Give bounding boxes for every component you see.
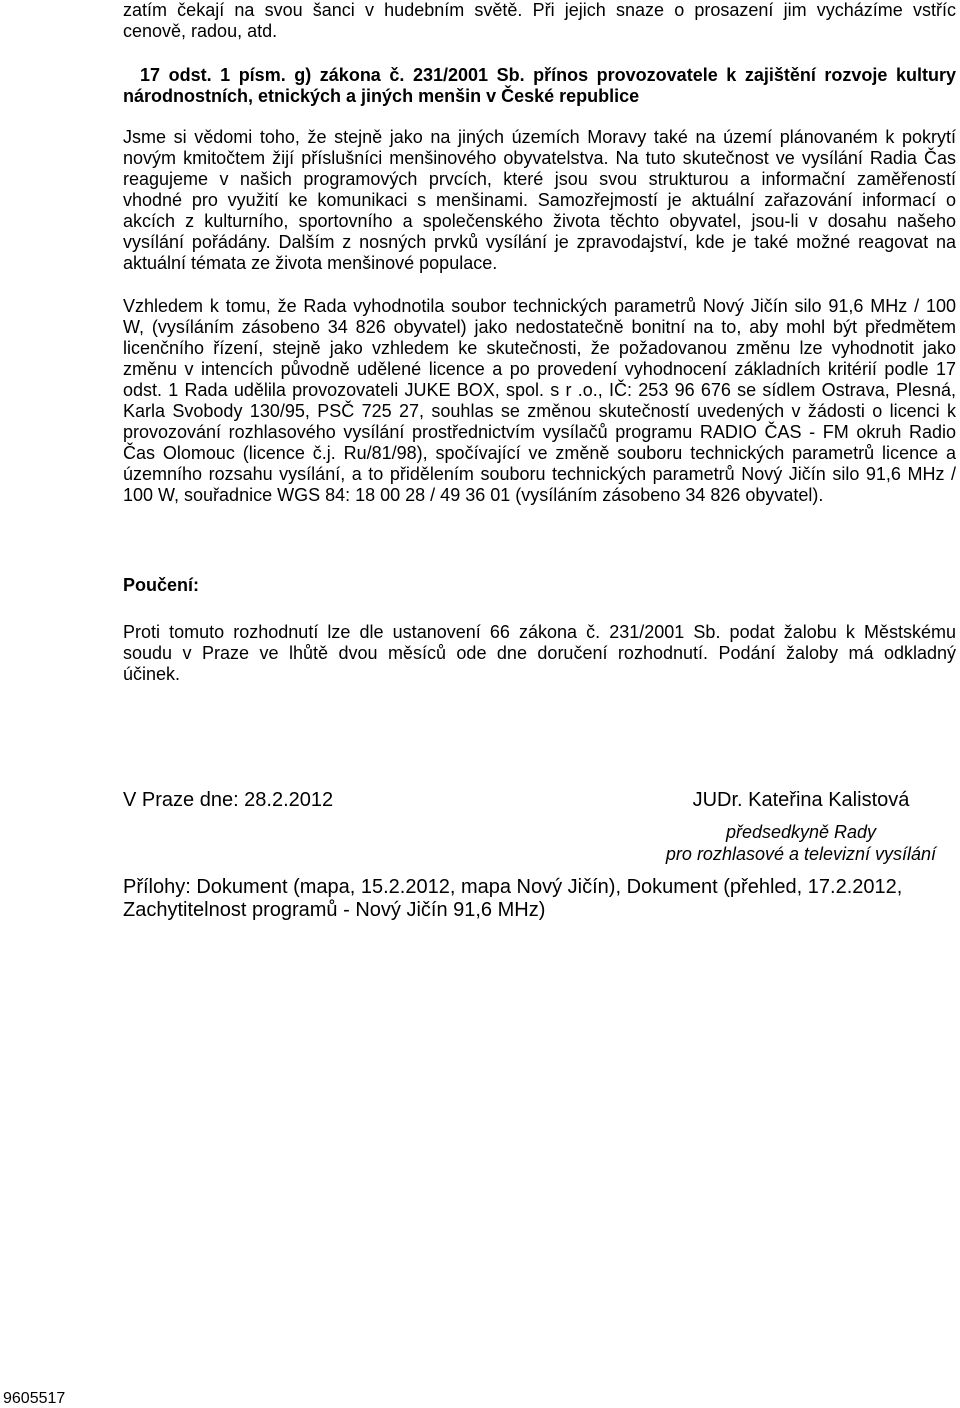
place-date: V Praze dne: 28.2.2012 <box>123 789 334 811</box>
attachments <box>123 876 956 922</box>
text-line: územního rozsahu vysílání, a to přidělením souboru technických parametrů Nový Jičín silo 91,6 MHz / <box>123 464 956 484</box>
text-line: Karla Svobody 130/95, PSČ 725 27, souhlas se změnou skutečností uvedených v žádosti o licenci k <box>123 401 956 421</box>
text-line: 100 W, souřadnice WGS 84: 18 00 28 / 49 36 01 (vysíláním zásobeno 34 826 obyvatel). <box>123 485 824 505</box>
text-line: vhodné pro využití ke komunikaci s menšinami. Samozřejmostí je aktuální zařazování informací o <box>123 190 956 210</box>
text-line: cenově, radou, atd. <box>123 21 278 41</box>
text-line: provozování rozhlasového vysílání prostřednictvím vysílačů programu RADIO ČAS - FM okruh Radio <box>123 422 956 442</box>
text-line: W, (vysíláním zásobeno 34 826 obyvatel) jako nedostatečně bonitní na to, aby mohl být předmětem <box>123 317 956 337</box>
text-line: reagujeme v našich programových prvcích, které jsou svou strukturou a informační zaměřeností <box>123 169 956 189</box>
text-line: zatím čekají na svou šanci v hudebním světě. Při jejich snaze o prosazení jim vycházíme vstříc <box>123 0 956 20</box>
text-line: Zachytitelnost programů - Nový Jičín 91,6 MHz) <box>123 899 546 921</box>
text-line: účinek. <box>123 664 181 684</box>
text-line: 17 odst. 1 písm. g) zákona č. 231/2001 Sb. přínos provozovatele k zajištění rozvoje kultury <box>140 65 956 85</box>
text-line: národnostních, etnických a jiných menšin v České republice <box>123 86 640 106</box>
instruction-paragraph <box>123 622 956 685</box>
signatory-role: předsedkyně Rady <box>725 822 877 842</box>
criterion-heading <box>123 65 956 107</box>
footer-code: 9605517 <box>3 1390 66 1407</box>
text-line: Přílohy: Dokument (mapa, 15.2.2012, mapa Nový Jičín), Dokument (přehled, 17.2.2012, <box>123 876 903 898</box>
text-line: novým kmitočtem žijí příslušníci menšinového obyvatelstva. Na tuto skutečnost ve vysílání Radia Čas <box>123 148 956 168</box>
signatory-body: pro rozhlasové a televizní vysílání <box>665 844 937 864</box>
text-line: soudu v Praze ve lhůtě dvou měsíců ode dne doručení rozhodnutí. Podání žaloby má odkladný <box>123 643 956 663</box>
text-line: aktuální témata ze života menšinové populace. <box>123 253 498 273</box>
text-line: akcích z kulturního, sportovního a společenského života těchto obyvatel, jsou-li v dosahu našeho <box>123 211 956 231</box>
paragraph-continuation <box>123 0 956 42</box>
text-line: Proti tomuto rozhodnutí lze dle ustanovení 66 zákona č. 231/2001 Sb. podat žalobu k Městskému <box>123 622 956 642</box>
text-line: Čas Olomouc (licence č.j. Ru/81/98), spočívající ve změně souboru technických parametrů licence a <box>123 443 956 463</box>
text-line: Poučení: <box>123 575 200 595</box>
signatory-name: JUDr. Kateřina Kalistová <box>692 789 910 811</box>
text-line: Vzhledem k tomu, že Rada vyhodnotila soubor technických parametrů Nový Jičín silo 91,6 MHz / 100 <box>123 296 956 316</box>
minorities-paragraph <box>123 127 956 274</box>
text-line: odst. 1 Rada udělila provozovateli JUKE BOX, spol. s r .o., IČ: 253 96 676 se sídlem Ostrava, Plesná, <box>123 380 956 400</box>
decision-paragraph <box>123 296 956 506</box>
text-line: Jsme si vědomi toho, že stejně jako na jiných územích Moravy také na území plánovaném k pokrytí <box>123 127 956 147</box>
text-line: licenčního řízení, stejně jako vzhledem ke skutečnosti, že požadovanou změnu lze vyhodnotit jako <box>123 338 956 358</box>
instruction-heading <box>123 575 956 596</box>
text-line: změnu v intencích původně udělené licence a po provedení vyhodnocení základních kritérií podle 17 <box>123 359 956 379</box>
text-line: vysílání pořádány. Dalším z nosných prvků vysílání je zpravodajství, kde je také možné reagovat na <box>123 232 956 252</box>
